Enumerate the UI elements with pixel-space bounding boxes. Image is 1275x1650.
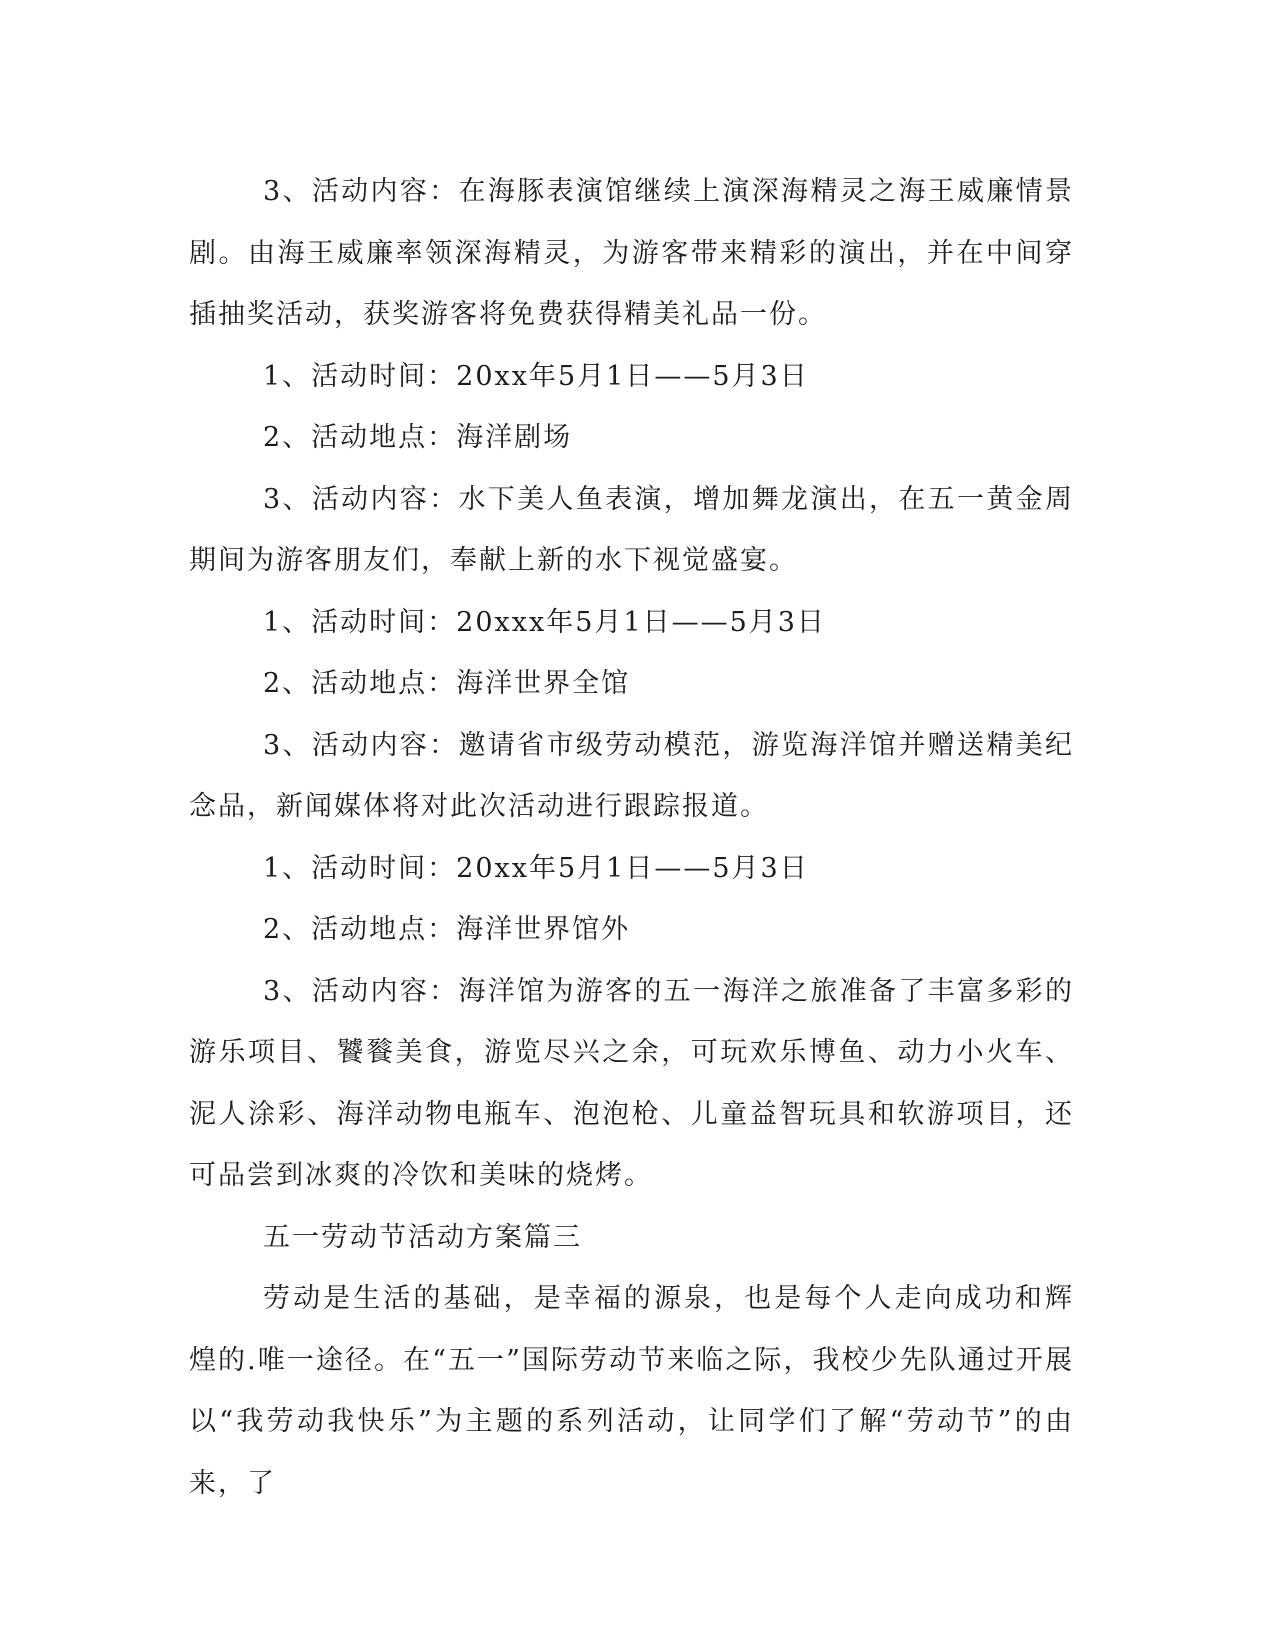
paragraph-activity-content-dolphin: 3、活动内容：在海豚表演馆继续上演深海精灵之海王威廉情景剧。由海王威廉率领深海精灵，为游客带来精彩的演出，并在中间穿插抽奖活动，获奖游客将免费获得精美礼品一份。 <box>189 176 1074 330</box>
paragraph-intro-labor: 劳动是生活的基础，是幸福的源泉，也是每个人走向成功和辉煌的.唯一途径。在“五一”国际劳动节来临之际，我校少先队通过开展以“我劳动我快乐”为主题的系列活动，让同学们了解“劳动节”的由来，了 <box>189 1283 1074 1499</box>
paragraph-activity-time: 1、活动时间：20xx年5月1日——5月3日 <box>263 852 809 884</box>
paragraph-activity-location: 2、活动地点：海洋世界馆外 <box>263 914 631 945</box>
paragraph-activity-content-amusement: 3、活动内容：海洋馆为游客的五一海洋之旅准备了丰富多彩的游乐项目、饕餮美食，游览尽兴之余，可玩欢乐博鱼、动力小火车、泥人涂彩、海洋动物电瓶车、泡泡枪、儿童益智玩具和软游项目，还可品尝到冰爽的冷饮和美味的烧烤。 <box>189 975 1074 1191</box>
paragraph-activity-time: 1、活动时间：20xxx年5月1日——5月3日 <box>263 606 826 638</box>
paragraph-activity-content-mermaid: 3、活动内容：水下美人鱼表演，增加舞龙演出，在五一黄金周期间为游客朋友们，奉献上新的水下视觉盛宴。 <box>189 483 1074 576</box>
document-body <box>189 161 1074 1514</box>
paragraph-activity-time: 1、活动时间：20xx年5月1日——5月3日 <box>263 360 809 392</box>
paragraph-activity-location: 2、活动地点：海洋剧场 <box>263 422 573 453</box>
paragraph-activity-location: 2、活动地点：海洋世界全馆 <box>263 668 631 699</box>
section-heading: 五一劳动节活动方案篇三 <box>263 1221 582 1253</box>
paragraph-activity-content-labor-models: 3、活动内容：邀请省市级劳动模范，游览海洋馆并赠送精美纪念品，新闻媒体将对此次活动进行跟踪报道。 <box>189 729 1074 822</box>
